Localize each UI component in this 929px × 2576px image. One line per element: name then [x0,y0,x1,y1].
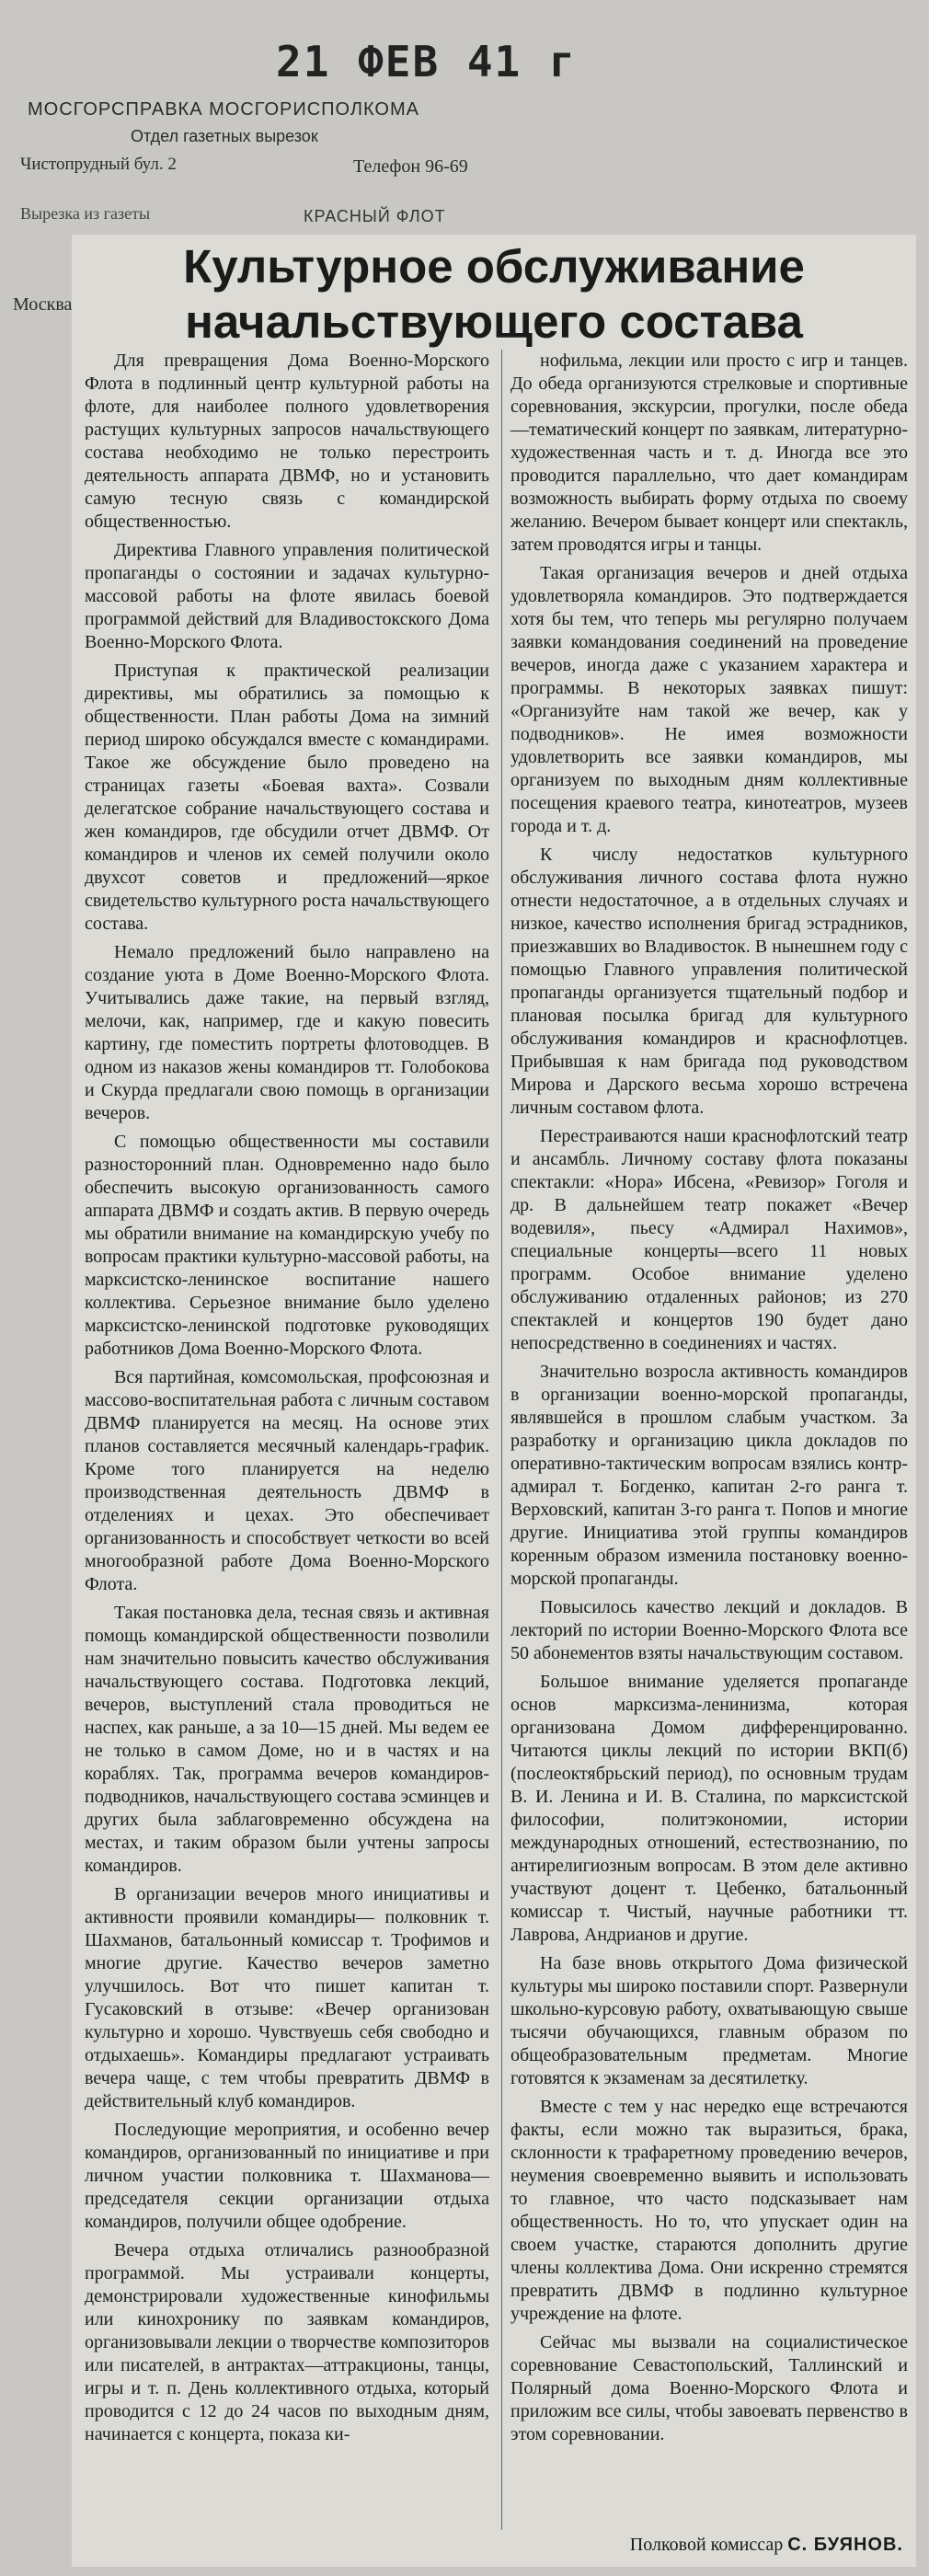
article-paragraph: Последующие мероприятия, и особенно вечер командиров, организованный по инициативе и при личном участии полковника т. Шахманова—председателя секции организации отдыха командиров, получили общее одобрение. [85,2120,489,2232]
department-name: Отдел газетных вырезок [131,127,318,145]
column-divider [501,350,502,2530]
article-paragraph: К числу недостатков культурного обслуживания личного состава флота нужно отнести недостаточное, а в отдельных случаях и низкое, качество исполнения бригад эстрадников, приезжавших во Владивосток. В нынешнем году с помощью Главного управления политической пропаганды организуется тщательный подбор и плановая посылка бригад для культурного обслуживания командиров и краснофлотцев. Прибывшая к нам бригада под руководством Мирова и Дарского весьма хорошо встречена личным составом флота. [510,845,908,1118]
article-paragraph: Директива Главного управления политической пропаганды о состоянии и задачах культурно-массовой работы на флоте явилась боевой программой действий для Владивостокского Дома Военно-Морского Флота. [85,540,489,652]
article-paragraph: В организации вечеров много инициативы и активности проявили командиры— полковник т. Шахманов, батальонный комиссар т. Трофимов и многие другие. Качество вечеров заметно улучшилось. Вот что пишет капитан т. Гусаковский в отзыве: «Вечер организован культурно и хорошо. Чувствуешь себя свободно и отдыхаешь». Командиры предлагают устраивать вечера чаще, с тем чтобы превратить ДВМФ в действительный клуб командиров. [85,1884,489,2111]
article-paragraph: Вместе с тем у нас нередко еще встречаются факты, если можно так выразиться, брака, склонности к трафаретному проведению вечеров, неумения своевременно выявить и использовать то главное, что часто подсказывает нам общественность. Но то, что упускает один на своем участке, стараются дополнить другие члены коллектива Дома. Они искренно стремятся превратить ДВМФ в подлинно культурное учреждение на флоте. [510,2097,908,2324]
article-paragraph: Перестраиваются наши краснофлотский театр и ансамбль. Личному составу флота показаны спектакли: «Нора» Ибсена, «Ревизор» Гоголя и др. В дальнейшем театр покажет «Вечер водевиля», пьесу «Адмирал Нахимов», специальные концерты—всего 11 новых программ. Особое внимание уделено обслуживанию отдаленных районов; из 270 спектаклей и концертов 190 будет дано непосредственно в соединениях и частях. [510,1126,908,1353]
agency-address: Чистопрудный бул. 2 [20,155,177,174]
article-title-line-1: Культурное обслуживание [183,240,805,293]
article-paragraph: Приступая к практической реализации директивы, мы обратились за помощью к общественности. План работы Дома на зимний период широко обсуждался вместе с командирами. Такое же обсуждение было проведено на страницах газеты «Боевая вахта». Созвали делегатское собрание начальствующего состава и жен командиров, где обсудили отчет ДВМФ. От командиров и членов их семей получили около двухсот советов и предложений—яркое свидетельство культурного роста начальствующего состава. [85,661,489,934]
article-signature [630,2535,903,2556]
article-paragraph: Такая организация вечеров и дней отдыха удовлетворяла командиров. Это подтверждается хотя бы тем, что теперь мы регулярно получаем заявки командования соединений на проведение вечеров, иногда даже с указанием характера и программы. В некоторых заявках пишут: «Организуйте нам такой же вечер, как у подводников». Не имея возможности удовлетворить все заявки командиров, мы организуем по выходным дням коллективные посещения краевого театра, кинотеатров, музеев города и т. д. [510,563,908,836]
article-paragraph: Значительно возросла активность командиров в организации военно-морской пропаганды, являвшейся в прошлом слабым участком. За разработку и организацию цикла докладов по оперативно-тактическим вопросам взялись контр-адмирал т. Богденко, капитан 2-го ранга т. Верховский, капитан 3-го ранга т. Попов и многие другие. Инициатива этой группы командиров коренным образом изменила постановку военно-морской пропаганды. [510,1362,908,1589]
article-paragraph: Такая постановка дела, тесная связь и активная помощь командирской общественности позволили нам значительно повысить качество обслуживания начальствующего состава. Подготовка лекций, вечеров, выступлений стала проводиться не наспех, как раньше, а за 10—15 дней. Мы ведем ее не только в самом Доме, но и в частях и на кораблях. Так, программа вечеров командиров-подводников, начальствующего состава эсминцев и других была заблаговременно обсуждена на местах, и таким образом были учтены запросы командиров. [85,1603,489,1876]
article-paragraph: Вечера отдыха отличались разнообразной программой. Мы устраивали концерты, демонстрировали художественные кинофильмы или кинохронику по заявкам командиров, организовывали лекции о творчестве композиторов или писателей, в антрактах—аттракционы, танцы, игры и т. п. День коллективного отдыха, который проводится с 12 до 24 часов по выходным дням, начинается с концерта, показа ки- [85,2240,489,2444]
article-paragraph: Большое внимание уделяется пропаганде основ марксизма-ленинизма, которая организована Домом дифференцированно. Читаются циклы лекций по истории ВКП(б) (послеоктябрьский период), по основным трудам В. И. Ленина и И. В. Сталина, по марксистской философии, политэкономии, истории международных отношений, естествознанию, по антирелигиозным вопросам. В этом деле активно участвуют доцент т. Цебенко, батальонный комиссар т. Чистый, научные работники тт. Лаврова, Андрианов и другие. [510,1672,908,1945]
article-paragraph: На базе вновь открытого Дома физической культуры мы широко поставили спорт. Развернули школьно-курсовую работу, охватывающую свыше тысячи обучающихся, главным образом по общеобразовательным предметам. Многие готовятся к экзаменам за десятилетку. [510,1953,908,2088]
signature-rank: Полковой комиссар [629,2535,784,2555]
article-paragraph: С помощью общественности мы составили разносторонний план. Одновременно надо было обеспечить высокую организованность самого аппарата ДВМФ и создать актив. В первую очередь мы обратили внимание на командирскую учебу по вопросам практики культурно-массовой работы, на марксистско-ленинское воспитание нашего коллектива. Серьезное внимание было уделено марксистско-ленинской подготовке руководящих работников Дома Военно-Морского Флота. [85,1132,489,1359]
article-paragraph: Сейчас мы вызвали на социалистическое соревнование Севастопольский, Таллинский и Полярный дома Военно-Морского Флота и приложим все силы, чтобы завоевать первенство в этом соревновании. [510,2332,908,2444]
article-title [72,239,916,350]
date-stamp: 21 ФЕВ 41 г [276,37,577,86]
article-paragraph: Повысилось качество лекций и докладов. В лекторий по истории Военно-Морского Флота все 50 абонементов взяты начальствующим составом. [510,1597,908,1663]
article-paragraph: нофильма, лекции или просто с игр и танцев. До обеда организуются стрелковые и спортивные соревнования, экскурсии, прогулки, после обеда—тематический концерт по заявкам, литературно-художественная часть и т. д. Иногда все это проводится параллельно, что дает командирам возможность выбирать форму отдыха по своему желанию. Вечером бывает концерт или спектакль, затем проводятся игры и танцы. [510,351,908,555]
article-title-line-2: начальствующего состава [185,295,803,348]
clipping-label: Вырезка из газеты [20,204,151,223]
agency-phone: Телефон 96-69 [353,156,468,177]
article-paragraph: Немало предложений было направлено на создание уюта в Доме Военно-Морского Флота. Учитывались даже такие, на первый взгляд, мелочи, как, например, где и какую повесить картину, где поместить портреты флотоводцев. В одном из наказов жены командиров тт. Голобокова и Скурда предлагали свою помощь в организации вечеров. [85,942,489,1123]
article-column-right [510,350,908,2452]
newspaper-name: КРАСНЫЙ ФЛОТ [304,207,446,225]
agency-name: МОСГОРСПРАВКА МОСГОРИСПОЛКОМА [28,99,419,120]
city-label: Москва [13,294,73,315]
article-column-left [85,350,489,2452]
signature-name: С. БУЯНОВ. [787,2535,903,2555]
article-paragraph: Вся партийная, комсомольская, профсоюзная и массово-воспитательная работа с личным составом ДВМФ планируется на месяц. На основе этих планов составляется месячный календарь-график. Кроме того планируется на неделю производственная деятельность ДВМФ в отделениях и цехах. Это обеспечивает организованность и способствует четкости во всей многообразной работе Дома Военно-Морского Флота. [85,1367,489,1594]
article-paragraph: Для превращения Дома Военно-Морского Флота в подлинный центр культурной работы на флоте, для наиболее полного удовлетворения растущих культурных запросов начальствующего состава необходимо не только перестроить деятельность аппарата ДВМФ, но и установить самую тесную связь с командирской общественностью. [85,351,489,532]
